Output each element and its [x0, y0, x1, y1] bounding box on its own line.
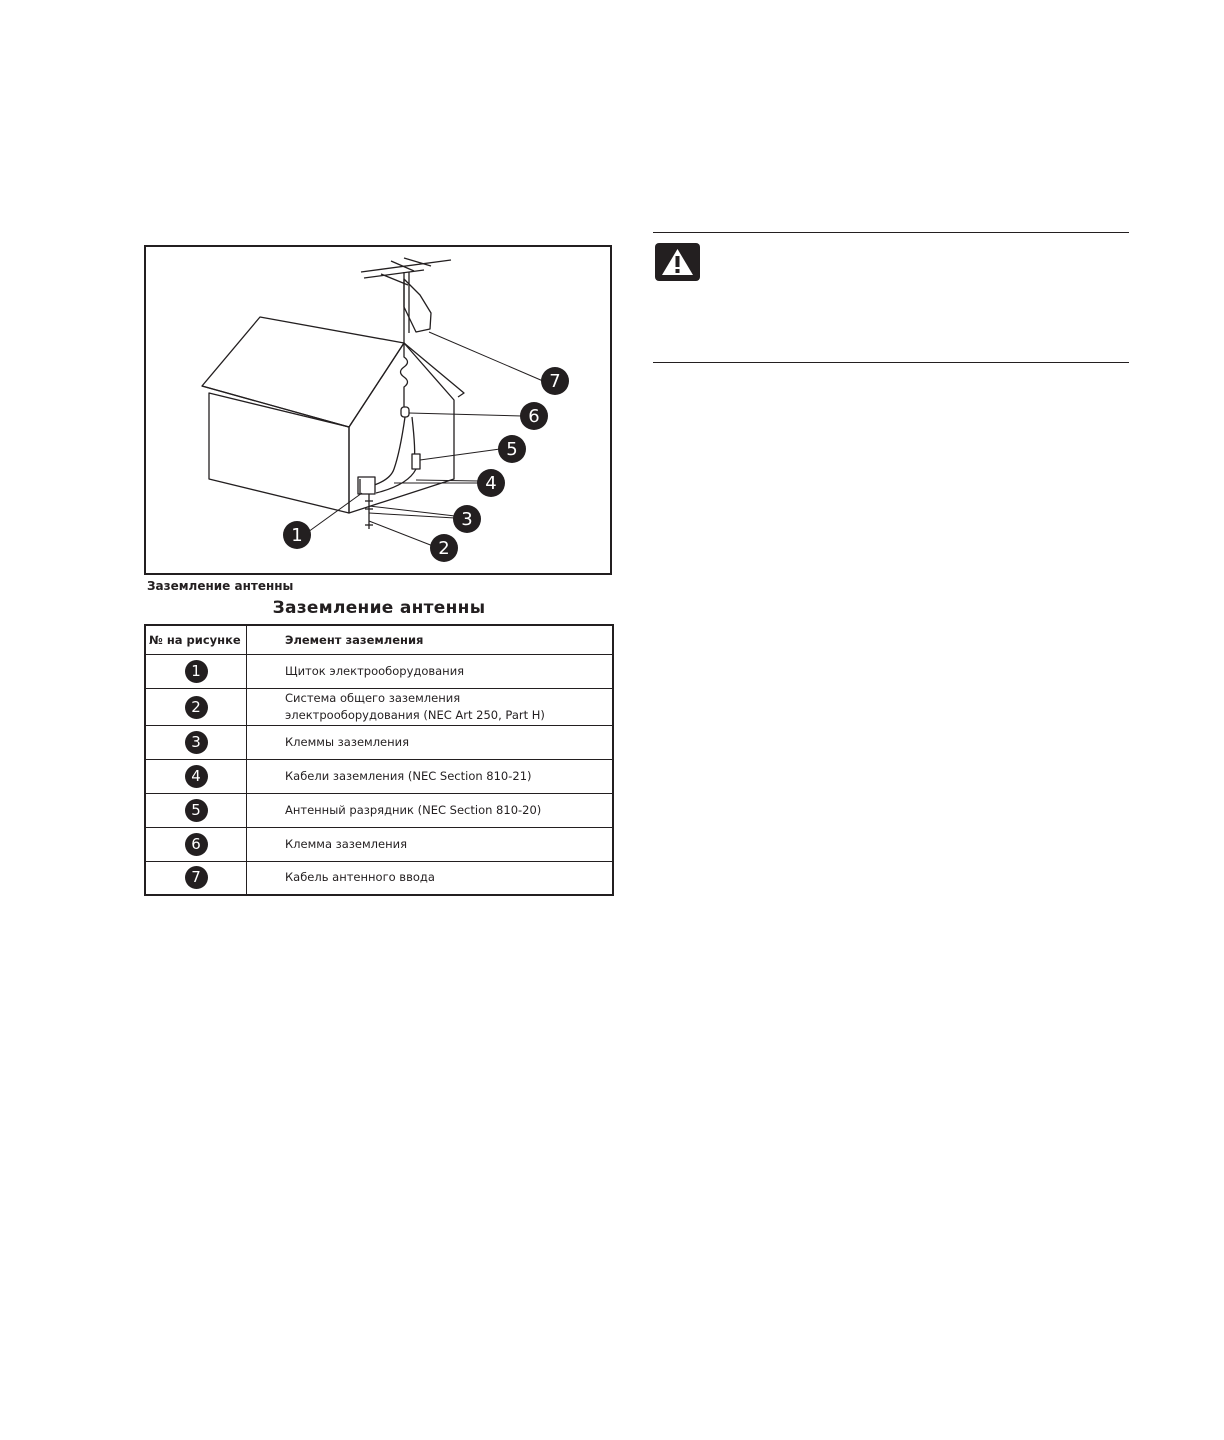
callout-6-label: 6 — [528, 406, 540, 427]
warning-icon — [655, 243, 700, 281]
row-element-cell: Клемма заземления — [247, 828, 614, 862]
row-number-cell — [145, 726, 247, 760]
number-badge: 7 — [185, 866, 208, 889]
column-header-number: № на рисунке — [145, 625, 247, 655]
number-badge: 4 — [185, 765, 208, 788]
row-element-cell: Кабель антенного ввода — [247, 862, 614, 895]
row-number-cell — [145, 689, 247, 726]
figure-caption: Заземление антенны — [147, 579, 294, 593]
callout-markers — [283, 367, 569, 562]
row-number-cell — [145, 794, 247, 828]
table-row — [145, 760, 613, 794]
table-title: Заземление антенны — [272, 598, 486, 618]
row-element-cell: Клеммы заземления — [247, 726, 614, 760]
antenna-grounding-figure — [144, 245, 612, 575]
callout-1-label: 1 — [291, 525, 303, 546]
warning-bottom-rule — [653, 362, 1129, 363]
table-row — [145, 794, 613, 828]
grounding-table — [144, 624, 614, 896]
row-element-cell: Щиток электрооборудования — [247, 655, 614, 689]
table-row — [145, 828, 613, 862]
row-element-cell: Кабели заземления (NEC Section 810-21) — [247, 760, 614, 794]
table-header-row — [145, 625, 613, 655]
row-element-cell: Антенный разрядник (NEC Section 810-20) — [247, 794, 614, 828]
row-number-cell — [145, 862, 247, 895]
table-row — [145, 862, 613, 895]
row-number-cell — [145, 655, 247, 689]
number-badge: 5 — [185, 799, 208, 822]
callout-5-label: 5 — [506, 439, 518, 460]
callout-4-label: 4 — [485, 473, 497, 494]
number-badge: 2 — [185, 696, 208, 719]
table-row — [145, 726, 613, 760]
warning-top-rule — [653, 232, 1129, 233]
callout-7-label: 7 — [549, 371, 561, 392]
number-badge: 3 — [185, 731, 208, 754]
column-header-element: Элемент заземления — [247, 625, 614, 655]
number-badge: 6 — [185, 833, 208, 856]
antenna-grounding-diagram — [146, 247, 610, 573]
number-badge: 1 — [185, 660, 208, 683]
callout-2-label: 2 — [438, 538, 450, 559]
table-row — [145, 689, 613, 726]
callout-3-label: 3 — [461, 509, 473, 530]
row-element-cell: Система общего заземления электрооборудования (NEC Art 250, Part H) — [247, 689, 614, 726]
row-number-cell — [145, 828, 247, 862]
row-number-cell — [145, 760, 247, 794]
table-row — [145, 655, 613, 689]
